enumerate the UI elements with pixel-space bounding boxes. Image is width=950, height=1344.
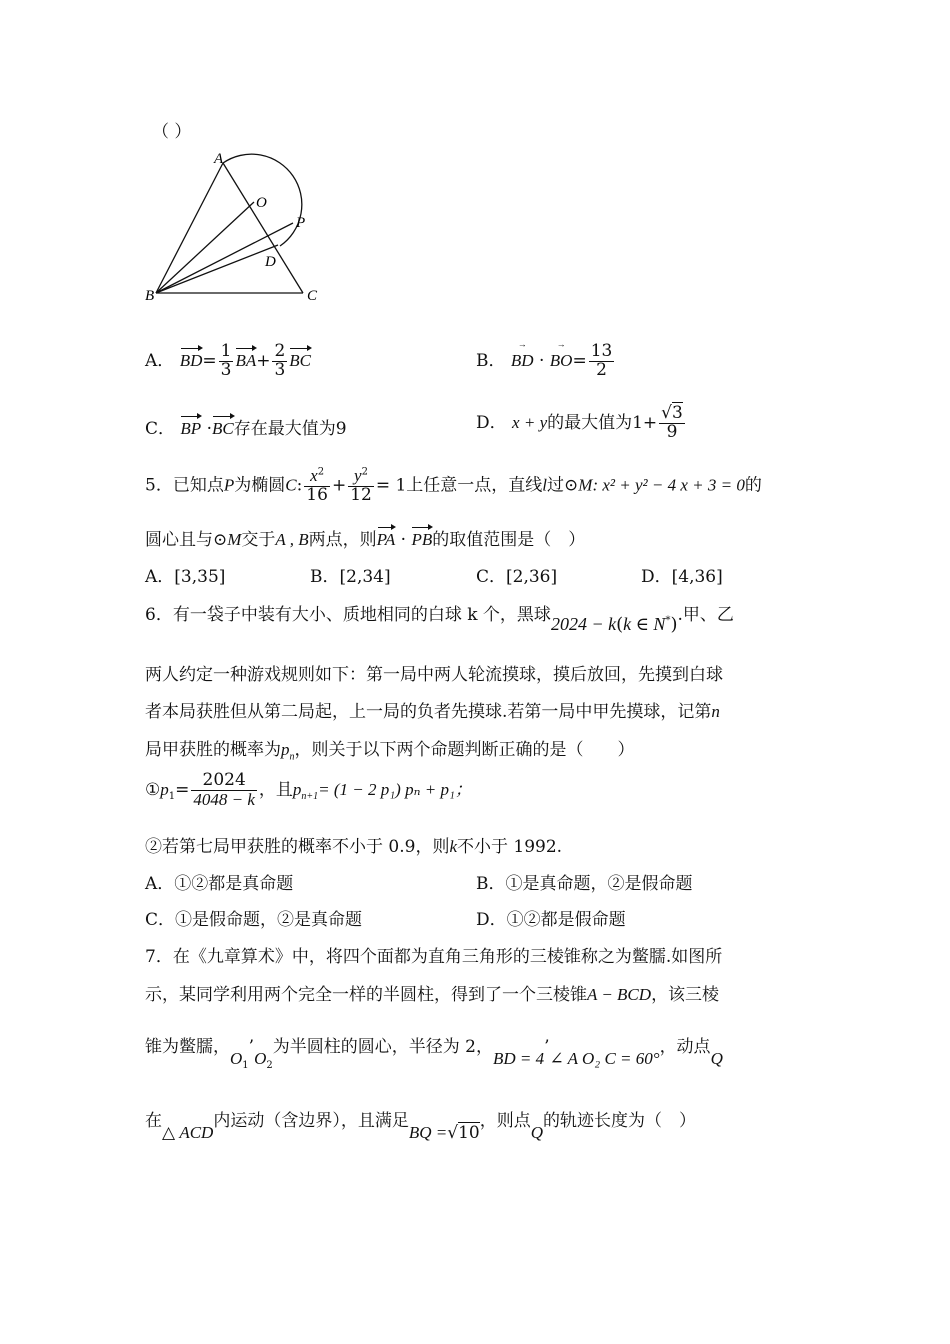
label-o: O bbox=[256, 195, 267, 211]
q4-option-d[interactable]: D． x + y的最大值为1+ $\frac{√3}{9}$ bbox=[476, 403, 683, 442]
q4-option-c[interactable]: C． BP ·BC存在最大值为9 bbox=[145, 419, 347, 439]
q6-line-1: 6．有一袋子中装有大小、质地相同的白球 k 个，黑球2024 − k(k ∈ N*).甲、乙 bbox=[145, 605, 734, 635]
q5-option-c[interactable]: C．[2,36] bbox=[476, 567, 558, 587]
q7-line-2: 示，某同学利用两个完全一样的半圆柱，得到了一个三棱锥A − BCD，该三棱 bbox=[145, 985, 720, 1005]
label-b: B bbox=[145, 288, 155, 304]
label-a: A bbox=[214, 151, 224, 167]
q6-option-c[interactable]: C．①是假命题，②是真命题 bbox=[145, 910, 363, 930]
label-p: P bbox=[296, 215, 306, 231]
segment-ab bbox=[156, 163, 223, 293]
answer-paren: （ ） bbox=[152, 122, 192, 142]
q6-option-d[interactable]: D．①②都是假命题 bbox=[476, 910, 626, 930]
label-d: D bbox=[265, 254, 276, 270]
label-c: C bbox=[307, 288, 318, 304]
q4-option-b[interactable]: B． → BD · → BO= $\frac{13}{2}$ bbox=[476, 343, 616, 380]
geometry-figure bbox=[140, 145, 340, 310]
q6-line-3: 者本局获胜但从第二局起，上一局的负者先摸球.若第一局中甲先摸球，记第n bbox=[145, 702, 720, 722]
q5-option-d[interactable]: D．[4,36] bbox=[641, 567, 723, 587]
q7-line-3: 锥为鳖臑，$O_1’O_2$为半圆柱的圆心，半径为 2，BD = 4’∠ A O₂ C = 60°，动点Q bbox=[145, 1037, 723, 1071]
segment-bd bbox=[156, 245, 278, 293]
q5-option-a[interactable]: A．[3,35] bbox=[145, 567, 226, 587]
q5-line-1: 5．已知点P为椭圆C: $\frac{x^2}{16}$ + $\frac{y^2}{12}$ = 1上任意一点，直线l过⊙M: x² + y² − 4 x + 3 = 0的 bbox=[145, 466, 762, 505]
q6-line-2: 两人约定一种游戏规则如下：第一局中两人轮流摸球，摸后放回，先摸到白球 bbox=[145, 665, 723, 685]
q6-option-b[interactable]: B．①是真命题，②是假命题 bbox=[476, 874, 693, 894]
q6-option-a[interactable]: A．①②都是真命题 bbox=[145, 874, 294, 894]
q7-line-1: 7．在《九章算术》中，将四个面都为直角三角形的三棱锥称之为鳖臑.如图所 bbox=[145, 947, 723, 967]
q6-line-4: 局甲获胜的概率为$p_n$，则关于以下两个命题判断正确的是（ ） bbox=[145, 740, 635, 763]
q4-option-a[interactable]: A． BD= $\frac{1}{3}$ BA+ $\frac{2}{3}$ BC bbox=[145, 341, 312, 380]
q5-line-2: 圆心且与⊙M交于A , B两点，则PA · PB的取值范围是（ ） bbox=[145, 530, 586, 550]
q5-option-b[interactable]: B．[2,34] bbox=[310, 567, 391, 587]
q6-statement-2: ②若第七局甲获胜的概率不小于 0.9，则k不小于 1992. bbox=[145, 837, 563, 857]
segment-bo bbox=[156, 202, 254, 293]
q7-line-4: 在△ ACD内运动（含边界），且满足BQ =√10，则点Q的轨迹长度为（ ） bbox=[145, 1111, 696, 1143]
q6-statement-1: $①p_1=$ $\frac{2024}{4048 - k}$ ，且$p_{n+1}= (1 - 2$ p₁) pₙ + p₁； bbox=[145, 770, 472, 809]
segment-ac bbox=[223, 163, 306, 293]
